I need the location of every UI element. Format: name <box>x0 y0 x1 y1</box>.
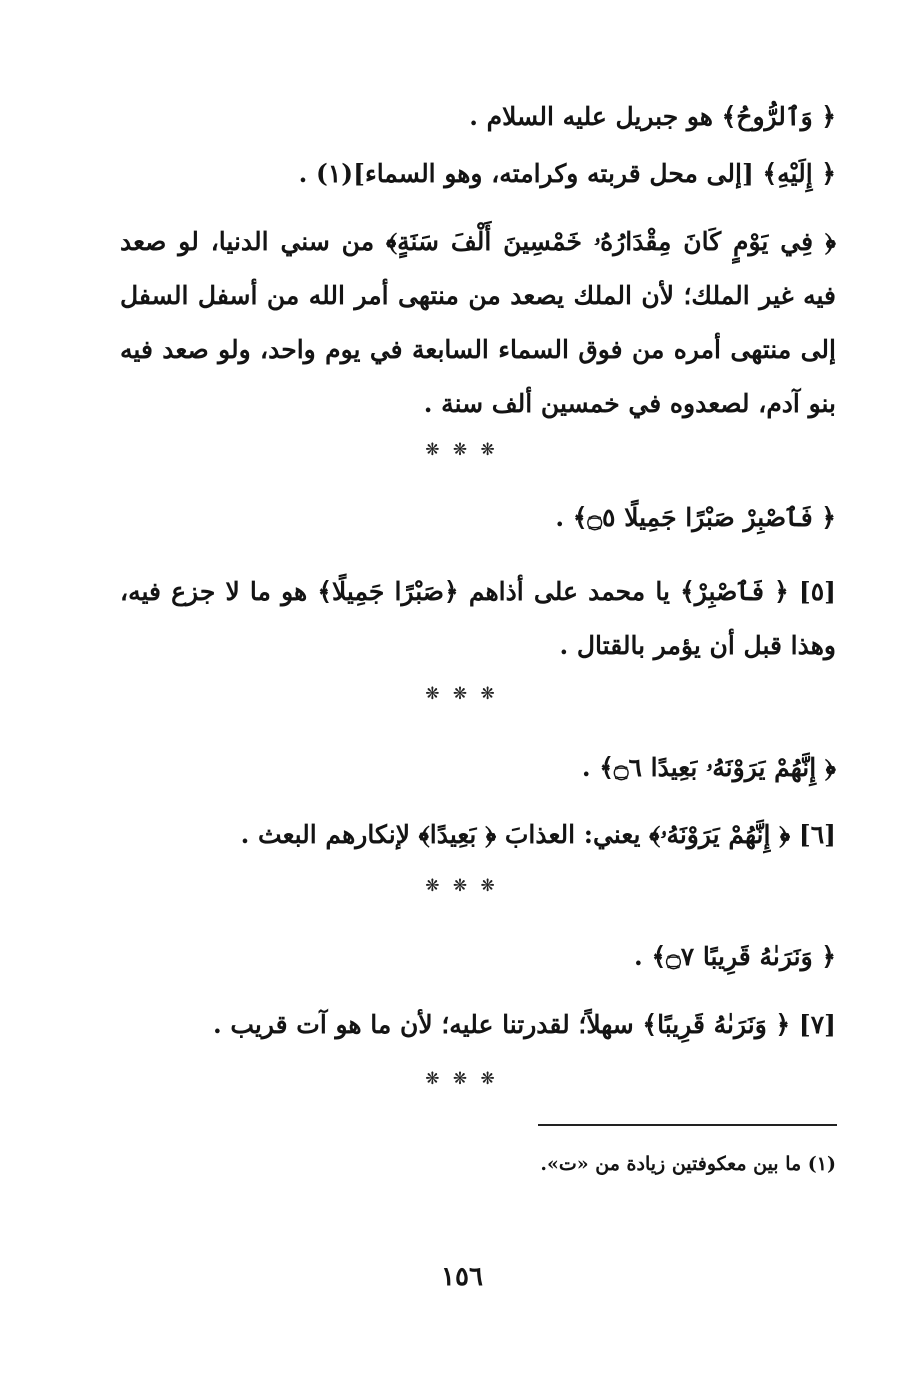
page-number: ١٥٦ <box>441 1262 483 1292</box>
verse-5: ﴿ فَٱصْبِرْ صَبْرًا جَمِيلًا ۝٥﴾ . <box>555 503 836 532</box>
text-line-ruh: ﴿ وَٱلرُّوحُ﴾ هو جبريل عليه السلام . <box>469 102 836 131</box>
section-separator: ❋ ❋ ❋ <box>425 1069 499 1089</box>
paragraph-verse-6-commentary: [٦] ﴿ إِنَّهُمْ يَرَوْنَهُۥ﴾ يعني: العذابَ ﴿ بَعِيدًا﴾ لإنكارهم البعث . <box>240 820 836 849</box>
footnote: (١) ما بين معكوفتين زيادة من «ت». <box>540 1153 836 1175</box>
paragraph-verse-7-commentary: [٧] ﴿ وَنَرَىٰهُ قَرِيبًا﴾ سهلاً؛ لقدرتنا عليه؛ لأن ما هو آت قريب . <box>212 1010 836 1039</box>
section-separator: ❋ ❋ ❋ <box>425 876 499 896</box>
paragraph-fifty-thousand-years: ﴿ فِي يَوْمٍ كَانَ مِقْدَارُهُۥ خَمْسِينَ أَلْفَ سَنَةٍ﴾ من سني الدنيا، لو صعد فيه غير الملك؛ لأن الملك يصعد من منتهى أمر الله من أسفل السفل إلى منتهى أمره من فوق السماء السابعة في يوم واحد، ولو صعد فيه بنو آدم، لصعدوه في خمسين ألف سنة . <box>120 227 836 418</box>
section-separator: ❋ ❋ ❋ <box>425 684 499 704</box>
verse-6: ﴿ إِنَّهُمْ يَرَوْنَهُۥ بَعِيدًا ۝٦﴾ . <box>581 753 836 782</box>
text-line-ilayhi: ﴿ إِلَيْهِ﴾ [إلى محل قربته وكرامته، وهو السماء](١) . <box>298 159 836 188</box>
paragraph-verse-5-commentary: [٥] ﴿ فَٱصْبِرْ﴾ يا محمد على أذاهم ﴿صَبْرًا جَمِيلًا﴾ هو ما لا جزع فيه، وهذا قبل أن يؤمر بالقتال . <box>120 577 836 660</box>
verse-7: ﴿ وَنَرَىٰهُ قَرِيبًا ۝٧﴾ . <box>634 942 836 971</box>
section-separator: ❋ ❋ ❋ <box>425 440 499 460</box>
footnote-divider <box>538 1124 837 1126</box>
